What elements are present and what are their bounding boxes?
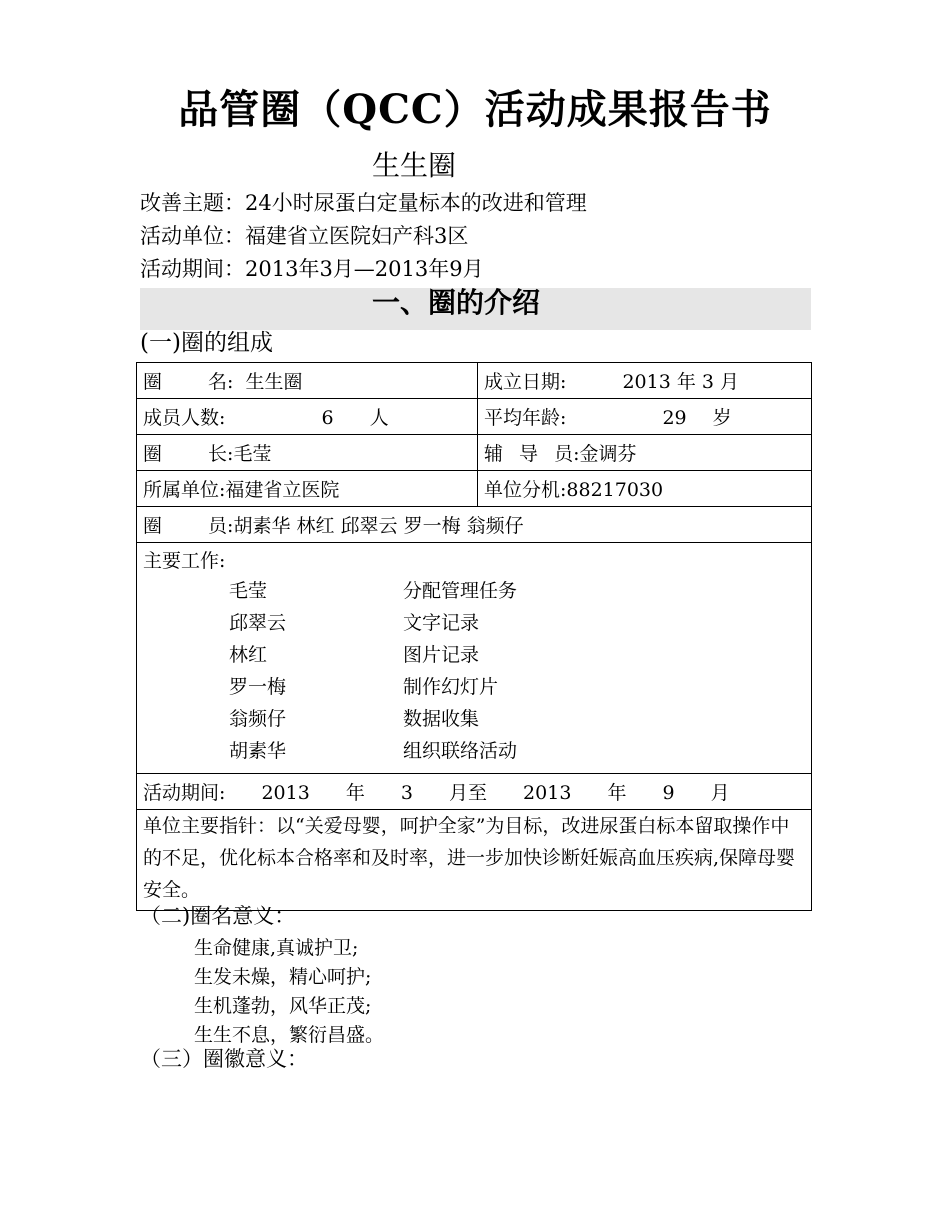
member-count-cell [137,399,478,435]
leader-cell [137,435,478,471]
guideline-cell [137,810,812,911]
average-age-label: 平均年龄: [484,407,567,429]
list-item [143,639,805,671]
average-age-cell [478,399,812,435]
list-item [143,703,805,735]
duty-task: 文字记录 [403,612,480,634]
improvement-topic: 改善主题：24小时尿蛋白定量标本的改进和管理 [140,191,587,215]
table-row [137,471,812,507]
main-duties-cell [137,543,812,774]
duty-member-name: 胡素华 [229,740,287,762]
circle-name-cell [137,363,478,399]
table-row [137,810,812,911]
meaning-line: 生发未燥，精心呵护; [194,966,372,988]
duty-task: 图片记录 [403,644,480,666]
circle-name-meaning-heading: （二)圈名意义： [140,904,296,928]
members-value: 胡素华 林红 邱翠云 罗一梅 翁频仔 [233,515,524,537]
table-row [137,543,812,774]
extension-cell [478,471,812,507]
member-count-value: 6 人 [321,407,389,429]
duty-member-name: 邱翠云 [229,612,287,634]
table-row [137,363,812,399]
advisor-label: 辅 导 员: [484,443,580,465]
duty-member-name: 翁频仔 [229,708,287,730]
members-cell [137,507,812,543]
list-item [143,735,805,767]
activity-unit: 活动单位：福建省立医院妇产科3区 [140,224,469,248]
table-row [137,435,812,471]
list-item [143,671,805,703]
duty-task: 制作幻灯片 [403,676,499,698]
table-row [137,399,812,435]
document-title: 品管圈（QCC）活动成果报告书 [178,86,772,133]
duty-member-name: 罗一梅 [229,676,287,698]
table-row [137,774,812,810]
guideline-text: 单位主要指针：以“关爱母婴，呵护全家”为目标，改进尿蛋白标本留取操作中的不足，优化标本合格率和及时率，进一步加快诊断妊娠高血压疾病,保障母婴安全。 [143,815,796,901]
period-label: 活动期间: [143,782,226,804]
sub-heading-composition: (一)圈的组成 [140,330,273,356]
period-value: 2013 年 3 月至 2013 年 9 月 [261,782,730,804]
list-item [143,607,805,639]
leader-value: 毛莹 [233,443,272,465]
members-label: 圈 员: [143,515,234,537]
main-duties-label: 主要工作: [143,550,226,572]
advisor-cell [478,435,812,471]
founded-date-value: 2013 年 3 月 [622,371,740,393]
period-cell [137,774,812,810]
circle-name-label: 圈 名: [143,371,234,393]
meaning-line: 生机蓬勃，风华正茂; [194,995,372,1017]
emblem-meaning-heading: （三）圈徽意义： [140,1047,308,1071]
duty-task: 数据收集 [403,708,480,730]
duty-task: 分配管理任务 [403,580,518,602]
founded-date-label: 成立日期: [484,371,567,393]
founded-date-cell [478,363,812,399]
member-count-label: 成员人数: [143,407,226,429]
unit-label: 所属单位: [143,479,226,501]
circle-composition-table [136,362,812,911]
table-row [137,507,812,543]
extension-label: 单位分机: [484,479,567,501]
extension-value: 88217030 [566,479,664,501]
circle-name-value: 生生圈 [245,371,303,393]
activity-period: 活动期间：2013年3月—2013年9月 [140,257,484,281]
duty-member-name: 林红 [229,644,268,666]
meaning-line: 生命健康,真诚护卫; [194,937,359,959]
list-item [143,575,805,607]
leader-label: 圈 长: [143,443,234,465]
duty-member-name: 毛莹 [229,580,268,602]
average-age-value: 29 岁 [662,407,732,429]
section-title: 一、圈的介绍 [372,286,541,319]
circle-name: 生生圈 [372,149,457,182]
advisor-value: 金调芬 [579,443,637,465]
unit-value: 福建省立医院 [225,479,340,501]
meaning-line: 生生不息，繁衍昌盛。 [194,1024,385,1046]
duty-task: 组织联络活动 [403,740,518,762]
unit-cell [137,471,478,507]
